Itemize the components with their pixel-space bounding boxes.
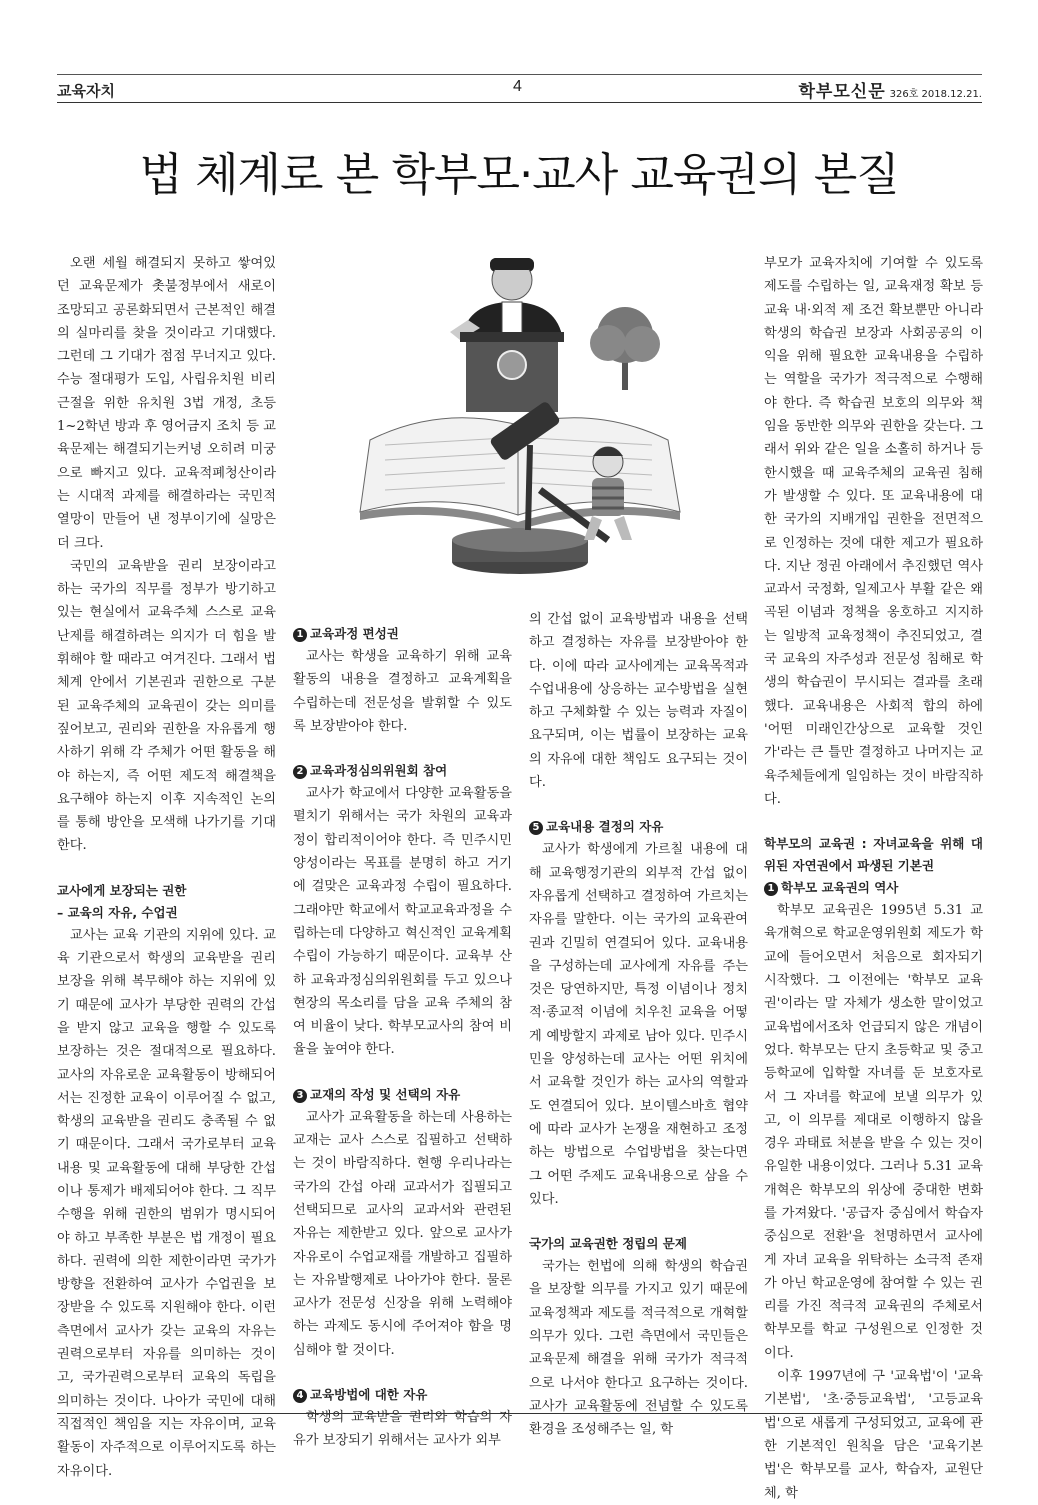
bottom-rule xyxy=(57,1413,982,1414)
paragraph: 이후 1997년에 구 '교육법'이 '교육기본법', '초·중등교육법', '고등교육법'으로 새롭게 구성되었고, 교육에 관한 기본적인 원칙을 담은 '교육기본법'은 학부모를 교사, 학습자, 교원단체, 학 xyxy=(764,1369,983,1501)
paragraph: 교사는 교육 기관의 지위에 있다. 교육 기관으로서 학생의 교육받을 권리 보장을 위해 복무해야 하는 지위에 있기 때문에 교사가 부당한 권력의 간섭을 받지 않고 교육을 행할 수 있도록 보장하는 것은 절대적으로 필요하다. 교사의 자유로운 교육활동이 방해되어서는 진정한 교육이 이루어질 수 없고, 학생의 교육받을 권리도 충족될 수 없기 때문이다. 그래서 국가로부터 교육내용 및 교육활동에 대해 부당한 간섭이나 통제가 배제되어야 한다. 그 직무수행을 위해 권한의 범위가 명시되어야 하고 부족한 부분은 법 개정이 필요하다. 권력에 의한 제한이라면 국가가 방향을 전환하여 교사가 수업권을 보장받을 수 있도록 지원해야 한다. 이런 측면에서 교사가 갖는 교육의 자유는 권력으로부터 자유를 의미하는 것이고, 국가권력으로부터 교육의 독립을 의미하는 것이다. 나아가 국민에 대해 직접적인 책임을 지는 자유이며, 교육활동이 자주적으로 이루어지도록 하는 자유이다. xyxy=(57,927,276,1479)
number-badge: 3 xyxy=(293,1089,307,1103)
paragraph: 국가는 헌법에 의해 학생의 학습권을 보장할 의무를 가지고 있기 때문에 교육정책과 제도를 적극적으로 개혁할 의무가 있다. 그런 측면에서 국민들은 교육문제 해결을 위해 국가가 적극적으로 나서야 한다고 요구하는 것이다. 교사가 교육활동에 전념할 수 있도록 환경을 조성해주는 일, 학 xyxy=(529,1259,748,1438)
column-1 xyxy=(57,252,276,1483)
column-3 xyxy=(529,608,748,1442)
subsection-heading: 1 교육과정 편성권 xyxy=(293,623,512,645)
paragraph: 학생의 교육받을 권리와 학습의 자유가 보장되기 위해서는 교사가 외부 xyxy=(293,1410,512,1449)
paragraph: 부모가 교육자치에 기여할 수 있도록 제도를 수립하는 일, 교육재정 확보 등 교육 내·외적 제 조건 확보뿐만 아니라 학생의 학습권 보장과 사회공공의 이익을 위해 필요한 교육내용을 수립하는 역할을 국가가 적극적으로 수행해야 한다. 즉 학습권 보호의 의무와 책임을 동반한 의무와 권한을 갖는다. 그래서 위와 같은 일을 소홀히 하거나 등한시했을 때 교육주체의 교육권 침해가 발생할 수 있다. 또 교육내용에 대한 국가의 지배개입 권한을 전면적으로 인정하는 것에 대한 제고가 필요하다. 지난 정권 아래에서 추진했던 역사교과서 국정화, 일제고사 부활 같은 왜곡된 이념과 정책을 옹호하고 지지하는 일방적 교육정책이 추진되었고, 결국 교육의 자주성과 전문성 침해로 학생의 학습권이 무시되는 결과를 초래했다. 교육내용은 사회적 합의 하에 '어떤 미래인간상으로 교육할 것인가'라는 큰 틀만 결정하고 나머지는 교육주체들에게 일임하는 것이 바람직하다. xyxy=(764,256,983,807)
paragraph: 학부모 교육권은 1995년 5.31 교육개혁으로 학교운영위원회 제도가 학교에 들어오면서 처음으로 회자되기 시작했다. 그 이전에는 '학부모 교육권'이라는 말 자체가 생소한 말이었고 교육법에서조차 언급되지 않은 개념이었다. 학부모는 단지 초등학교 및 중고등학교에 입학할 자녀를 둔 보호자로서 그 자녀를 학교에 보낼 의무가 있고, 이 의무를 제대로 이행하지 않을 경우 과태료 처분을 받을 수 있는 것이 유일한 내용이었다. 그러나 5.31 교육개혁은 학부모의 위상에 중대한 변화를 가져왔다. '공급자 중심에서 학습자 중심으로 전환'을 천명하면서 교사에게 자녀 교육을 위탁하는 소극적 존재가 아닌 학교운영에 참여할 수 있는 권리를 가진 적극적 교육권의 주체로서 학부모를 학교 구성원으로 인정한 것이다. xyxy=(764,903,983,1361)
section-heading: 학부모의 교육권 : 자녀교육을 위해 대위된 자연권에서 파생된 기본권 xyxy=(764,836,983,874)
article-title: 법 체계로 본 학부모·교사 교육권의 본질 xyxy=(139,148,899,201)
judge-figure xyxy=(450,258,562,340)
number-badge: 1 xyxy=(764,882,778,896)
number-badge: 1 xyxy=(293,628,307,642)
tree-icon xyxy=(590,307,660,390)
subsection-heading: 2 교육과정심의위원회 참여 xyxy=(293,760,512,782)
paragraph: 교사가 교육활동을 하는데 사용하는 교재는 교사 스스로 집필하고 선택하는 것이 바람직하다. 현행 우리나라는 국가의 간섭 아래 교과서가 집필되고 선택되므로 교사의 교과서와 관련된 자유는 제한받고 있다. 앞으로 교사가 자유로이 수업교재를 개발하고 집필하는 자유발행제로 나아가야 한다. 물론 교사가 전문성 신장을 위해 노력해야 하는 과제도 동시에 주어져야 함을 명심해야 할 것이다. xyxy=(293,1109,512,1358)
section-heading: 교사에게 보장되는 권한 – 교육의 자유, 수업권 xyxy=(57,882,187,920)
column-4 xyxy=(764,252,983,1505)
newspaper-name: 학부모신문 xyxy=(798,82,886,102)
section-label: 교육자치 xyxy=(57,82,115,100)
paragraph: 교사가 학생에게 가르칠 내용에 대해 교육행정기관의 외부적 간섭 없이 자유롭게 선택하고 결정하여 가르치는 자유를 말한다. 이는 국가의 교육관여권과 긴밀히 연결되어 있다. 교육내용을 구성하는데 교사에게 자유를 주는 것은 당연하지만, 특정 이념이나 정치적·종교적 이념에 치우친 교육을 어떻게 예방할지 과제로 남아 있다. 민주시민을 양성하는데 교사는 어떤 위치에서 교육할 것인가 하는 교사의 역할과도 연결되어 있다. 보이텔스바흐 협약에 따라 교사가 논쟁을 재현하고 조정하는 방법으로 수업방법을 찾는다면 그 어떤 주제도 교육내용으로 삼을 수 있다. xyxy=(529,842,748,1207)
subsection-heading: 1 학부모 교육권의 역사 xyxy=(764,877,983,899)
number-badge: 2 xyxy=(293,765,307,779)
column-2 xyxy=(293,613,512,1453)
courtroom-illustration xyxy=(340,240,700,600)
page-header xyxy=(57,72,982,103)
podium xyxy=(460,332,564,412)
gavel-base xyxy=(452,528,588,574)
paragraph: 국민의 교육받을 권리 보장이라고 하는 국가의 직무를 정부가 방기하고 있는 현실에서 교육주체 스스로 교육난제를 해결하려는 의지가 더 힘을 발휘해야 할 때라고 여겨진다. 그래서 법 체계 안에서 기본권과 권한으로 구분된 교육주체의 교육권이 갖는 의미를 짚어보고, 권리와 권한을 자유롭게 행사하기 위해 각 주체가 어떤 활동을 해야 하는지, 즉 어떤 제도적 해결책을 요구해야 하는지 이후 지속적인 논의를 통해 방안을 모색해 나가기를 기대한다. xyxy=(57,558,276,854)
paragraph: 오랜 세월 해결되지 못하고 쌓여있던 교육문제가 촛불정부에서 새로이 조망되고 공론화되면서 근본적인 해결의 실마리를 찾을 것이라고 기대했다. 그런데 그 기대가 점점 무너지고 있다. 수능 절대평가 도입, 사립유치원 비리 근절을 위한 유치원 3법 개정, 초등 1~2학년 방과 후 영어금지 조치 등 교육문제는 해결되기는커녕 오히려 미궁으로 빠지고 있다. 교육적폐청산이라는 시대적 과제를 해결하라는 국민적 열망이 만들어 낸 정부이기에 실망은 더 크다. xyxy=(57,256,276,551)
issue-info: 326호 2018.12.21. xyxy=(889,89,982,100)
subsection-heading: 5 교육내용 결정의 자유 xyxy=(529,816,748,838)
number-badge: 4 xyxy=(293,1389,307,1403)
section-heading: 국가의 교육권한 정립의 문제 xyxy=(529,1236,687,1252)
page-number: 4 xyxy=(513,78,522,95)
paragraph: 의 간섭 없이 교육방법과 내용을 선택하고 결정하는 자유를 보장받아야 한다. 이에 따라 교사에게는 교육목적과 수업내용에 상응하는 교수방법을 실현하고 구체화할 수 있는 능력과 자질이 요구되며, 이는 법률이 보장하는 교육의 자유에 대한 책임도 요구되는 것이다. xyxy=(529,612,748,791)
subsection-heading: 4 교육방법에 대한 자유 xyxy=(293,1384,512,1406)
paragraph: 교사는 학생을 교육하기 위해 교육활동의 내용을 결정하고 교육계획을 수립하는데 전문성을 발휘할 수 있도록 보장받아야 한다. xyxy=(293,649,512,734)
newspaper-masthead xyxy=(799,77,983,102)
paragraph: 교사가 학교에서 다양한 교육활동을 펼치기 위해서는 국가 차원의 교육과정이 합리적이어야 한다. 즉 민주시민 양성이라는 목표를 분명히 하고 거기에 걸맞은 교육과정 수립이 필요하다. 그래야만 학교에서 학교교육과정을 수립하는데 다양하고 혁신적인 교육계획 수립이 가능하기 때문이다. 교육부 산하 교육과정심의위원회를 두고 있으나 현장의 목소리를 담을 교육 주체의 참여 비율이 낮다. 학부모교사의 참여 비율을 높여야 한다. xyxy=(293,786,512,1058)
subsection-heading: 3 교재의 작성 및 선택의 자유 xyxy=(293,1084,512,1106)
number-badge: 5 xyxy=(529,821,543,835)
